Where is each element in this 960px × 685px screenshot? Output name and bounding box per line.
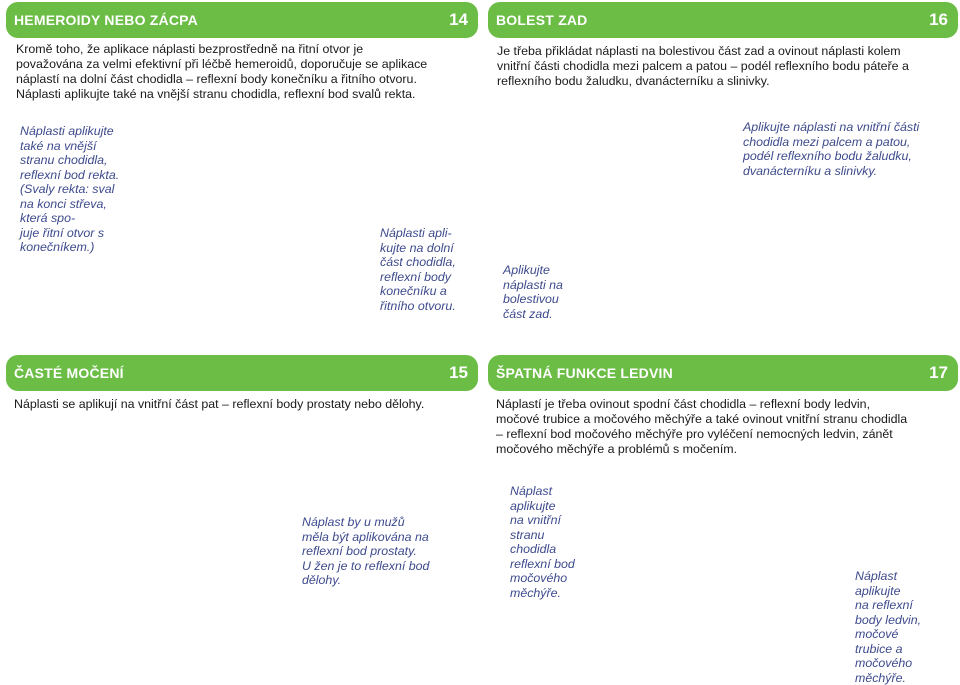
text-line: měla být aplikována na bbox=[302, 530, 429, 545]
text-line: měchýře. bbox=[510, 586, 575, 601]
text-line: dvanácterníku a slinivky. bbox=[743, 164, 919, 179]
text-line: reflexní bod prostaty. bbox=[302, 544, 429, 559]
text-line: aplikujte bbox=[510, 499, 575, 514]
text-line: Aplikujte náplasti na vnitřní části bbox=[743, 120, 919, 135]
figure-caption bbox=[20, 124, 119, 255]
text-line: považována za velmi efektivní při léčbě hemeroidů, doporučuje se aplikace bbox=[16, 57, 481, 72]
figure-caption bbox=[855, 569, 921, 685]
text-line: stranu chodidla, bbox=[20, 153, 119, 168]
text-line: také na vnější bbox=[20, 139, 119, 154]
text-line: měchýře. bbox=[855, 671, 921, 685]
section-body bbox=[14, 397, 479, 412]
text-line: na vnitřní bbox=[510, 513, 575, 528]
text-line: náplasti na bbox=[503, 278, 563, 293]
text-line: část chodidla, bbox=[380, 255, 456, 270]
text-line: Aplikujte bbox=[503, 263, 563, 278]
text-line: dělohy. bbox=[302, 573, 429, 588]
section-header-bolest-zad bbox=[488, 2, 958, 38]
text-line: Náplasti se aplikují na vnitřní část pat – reflexní body prostaty nebo dělohy. bbox=[14, 397, 479, 412]
text-line: Náplasti apli- bbox=[380, 226, 456, 241]
section-body bbox=[16, 42, 481, 102]
text-line: močového bbox=[510, 571, 575, 586]
text-line: na konci střeva, bbox=[20, 197, 119, 212]
figure-caption bbox=[743, 120, 919, 178]
text-line: Je třeba přikládat náplasti na bolestivou část zad a ovinout náplasti kolem bbox=[497, 44, 957, 59]
figure-caption bbox=[380, 226, 456, 313]
text-line: Náplasti aplikujte bbox=[20, 124, 119, 139]
section-number: 17 bbox=[929, 363, 958, 383]
text-line: (Svaly rekta: sval bbox=[20, 182, 119, 197]
text-line: která spo- bbox=[20, 211, 119, 226]
text-line: řitního otvoru. bbox=[380, 299, 456, 314]
text-line: močového měchýře a problémů s močením. bbox=[496, 442, 958, 457]
text-line: močové trubice a močového měchýře a také ovinout vnitřní stranu chodidla bbox=[496, 412, 958, 427]
figure-caption bbox=[510, 484, 575, 600]
text-line: Kromě toho, že aplikace náplasti bezprostředně na řitní otvor je bbox=[16, 42, 481, 57]
section-body bbox=[497, 44, 957, 89]
text-line: chodidla bbox=[510, 542, 575, 557]
text-line: močového bbox=[855, 656, 921, 671]
text-line: chodidla mezi palcem a patou, bbox=[743, 135, 919, 150]
section-header-funkce-ledvin bbox=[488, 355, 958, 391]
text-line: – reflexní bod močového měchýře pro vyléčení nemocných ledvin, zánět bbox=[496, 427, 958, 442]
text-line: reflexní body bbox=[380, 270, 456, 285]
text-line: Náplastí je třeba ovinout spodní část chodidla – reflexní body ledvin, bbox=[496, 397, 958, 412]
text-line: reflexního bodu žaludku, dvanácterníku a slinivky. bbox=[497, 74, 957, 89]
figure-caption bbox=[302, 515, 429, 588]
section-title: HEMEROIDY NEBO ZÁCPA bbox=[6, 12, 198, 28]
text-line: Náplast bbox=[855, 569, 921, 584]
section-title: ŠPATNÁ FUNKCE LEDVIN bbox=[488, 365, 673, 381]
text-line: bolestivou bbox=[503, 292, 563, 307]
text-line: reflexní bod bbox=[510, 557, 575, 572]
text-line: kujte na dolní bbox=[380, 241, 456, 256]
section-header-hemeroidy bbox=[6, 2, 478, 38]
text-line: konečníku a bbox=[380, 284, 456, 299]
section-title: BOLEST ZAD bbox=[488, 12, 587, 28]
text-line: vnitřní části chodidla mezi palcem a patou – podél reflexního bodu páteře a bbox=[497, 59, 957, 74]
text-line: stranu bbox=[510, 528, 575, 543]
text-line: konečníkem.) bbox=[20, 240, 119, 255]
figure-caption bbox=[503, 263, 563, 321]
text-line: část zad. bbox=[503, 307, 563, 322]
text-line: podél reflexního bodu žaludku, bbox=[743, 149, 919, 164]
text-line: Náplast bbox=[510, 484, 575, 499]
text-line: U žen je to reflexní bod bbox=[302, 559, 429, 574]
section-body bbox=[496, 397, 958, 457]
section-title: ČASTÉ MOČENÍ bbox=[6, 365, 124, 381]
text-line: aplikujte bbox=[855, 584, 921, 599]
text-line: na reflexní bbox=[855, 598, 921, 613]
text-line: juje řitní otvor s bbox=[20, 226, 119, 241]
section-number: 16 bbox=[929, 10, 958, 30]
text-line: Náplasti aplikujte také na vnější stranu chodidla, reflexní bod svalů rekta. bbox=[16, 87, 481, 102]
text-line: reflexní bod rekta. bbox=[20, 168, 119, 183]
text-line: body ledvin, bbox=[855, 613, 921, 628]
text-line: Náplast by u mužů bbox=[302, 515, 429, 530]
text-line: trubice a bbox=[855, 642, 921, 657]
section-header-caste-moceni bbox=[6, 355, 478, 391]
section-number: 14 bbox=[449, 10, 478, 30]
text-line: močové bbox=[855, 627, 921, 642]
section-number: 15 bbox=[449, 363, 478, 383]
text-line: náplastí na dolní část chodidla – reflexní body konečníku a řitního otvoru. bbox=[16, 72, 481, 87]
